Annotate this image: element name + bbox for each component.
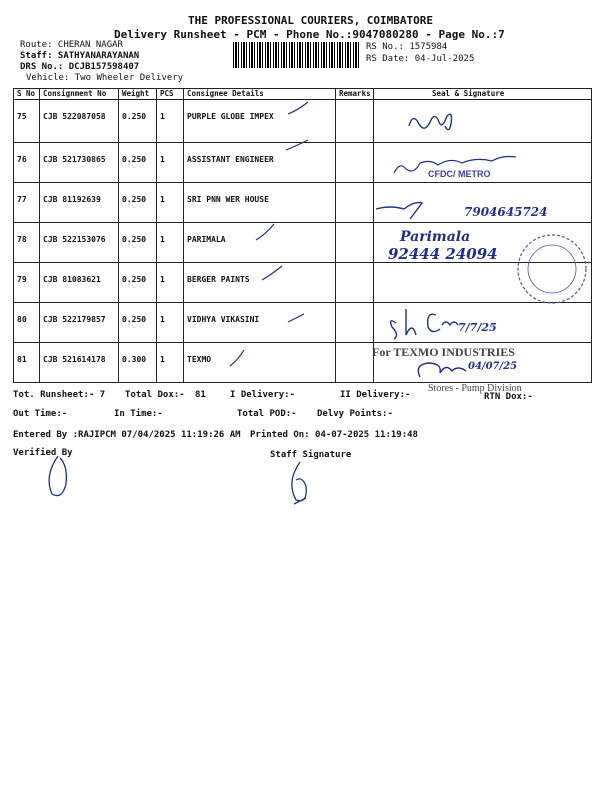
barcode (233, 42, 359, 68)
table-row (14, 343, 592, 383)
staff-handwritten-signature (280, 460, 320, 510)
col-header-weight: Weight (119, 89, 157, 100)
total-dox-value: 81 (195, 390, 206, 400)
cell-consignee: VIDHYA VIKASINI (184, 303, 336, 343)
verifier-signature (40, 452, 80, 502)
cell-remarks (336, 303, 374, 343)
cell-consignment: CJB 522179857 (40, 303, 119, 343)
tick-mark-icon (286, 310, 316, 332)
cell-pcs: 1 (157, 263, 184, 303)
table-row (14, 183, 592, 223)
entered-by: Entered By :RAJIPCM 07/04/2025 11:19:26 AM (13, 430, 241, 440)
out-time: Out Time:- (13, 409, 68, 419)
office-stamp: CFDC/ METRO (428, 169, 491, 179)
col-header-seal: Seal & Signature (374, 89, 592, 100)
total-pod: Total POD:- (237, 409, 297, 419)
cell-weight: 0.250 (119, 223, 157, 263)
staff-signature-label: Staff Signature (270, 450, 352, 460)
cell-consignee: PURPLE GLOBE IMPEX (184, 100, 336, 143)
cell-weight: 0.250 (119, 263, 157, 303)
cell-sno: 75 (14, 100, 40, 143)
cell-remarks (336, 343, 374, 383)
cell-pcs: 1 (157, 343, 184, 383)
cell-sno: 76 (14, 143, 40, 183)
ii-delivery: II Delivery:- (340, 390, 411, 400)
handwritten-name: Parimala (400, 229, 471, 245)
printed-on: Printed On: 04-07-2025 11:19:48 (250, 430, 418, 440)
vehicle-label: Vehicle: Two Wheeler Delivery (26, 73, 184, 83)
rs-number: RS No.: 1575984 (366, 42, 448, 52)
verified-by: Verified By (13, 448, 73, 458)
cell-remarks (336, 183, 374, 223)
cell-sno: 77 (14, 183, 40, 223)
cell-pcs: 1 (157, 143, 184, 183)
cell-consignment: CJB 81192639 (40, 183, 119, 223)
cell-weight: 0.250 (119, 143, 157, 183)
cell-weight: 0.300 (119, 343, 157, 383)
route-label: Route: CHERAN NAGAR (20, 40, 123, 50)
company-stamp: For TEXMO INDUSTRIES (372, 345, 515, 359)
rs-date: RS Date: 04-Jul-2025 (366, 54, 475, 64)
cell-pcs: 1 (157, 223, 184, 263)
tick-mark-icon (284, 138, 314, 158)
cell-pcs: 1 (157, 183, 184, 223)
handwritten-phone: 92444 24094 (388, 245, 498, 263)
cell-signature (374, 143, 592, 183)
col-header-consignee: Consignee Details (184, 89, 336, 100)
tick-mark-icon (284, 100, 314, 120)
total-runsheet: Tot. Runsheet:- 7 (13, 390, 106, 400)
cell-sno: 78 (14, 223, 40, 263)
cell-remarks (336, 143, 374, 183)
cell-signature (374, 100, 592, 143)
cell-pcs: 1 (157, 100, 184, 143)
handwritten-date: 04/07/25 (468, 361, 518, 372)
cell-sno: 80 (14, 303, 40, 343)
col-header-pcs: PCS (157, 89, 184, 100)
col-header-sno: S No (14, 89, 40, 100)
cell-weight: 0.250 (119, 183, 157, 223)
cell-consignment: CJB 81083621 (40, 263, 119, 303)
cell-consignee: BERGER PAINTS (184, 263, 336, 303)
cell-remarks (336, 223, 374, 263)
delivery-points: Delvy Points:- (317, 409, 393, 419)
handwritten-phone: 7904645724 (464, 205, 548, 219)
tick-mark-icon (260, 262, 290, 284)
cell-weight: 0.250 (119, 100, 157, 143)
cell-weight: 0.250 (119, 303, 157, 343)
cell-consignee: TEXMO (184, 343, 336, 383)
cell-consignee: ASSISTANT ENGINEER (184, 143, 336, 183)
runsheet-table (13, 88, 592, 383)
table-row (14, 223, 592, 263)
cell-remarks (336, 100, 374, 143)
company-title: THE PROFESSIONAL COURIERS, COIMBATORE (188, 14, 434, 27)
table-row (14, 263, 592, 303)
cell-consignee: SRI PNN WER HOUSE (184, 183, 336, 223)
cell-consignment: CJB 522153076 (40, 223, 119, 263)
col-header-consignment: Consignment No (40, 89, 119, 100)
tick-mark-icon (228, 348, 258, 370)
cell-remarks (336, 263, 374, 303)
cell-consignment: CJB 521730865 (40, 143, 119, 183)
table-header-row (14, 89, 592, 100)
cell-signature (374, 183, 592, 223)
handwritten-signature (374, 100, 592, 140)
division-stamp: Stores - Pump Division (428, 383, 522, 394)
cell-consignment: CJB 522087058 (40, 100, 119, 143)
rtn-dox: RTN Dox:- (484, 392, 533, 402)
runsheet-subtitle: Delivery Runsheet - PCM - Phone No.:9047080280 - Page No.:7 (114, 28, 505, 41)
cell-signature (374, 223, 592, 263)
handwritten-date: 7/7/25 (458, 321, 497, 334)
cell-signature (374, 263, 592, 303)
cell-consignee: PARIMALA (184, 223, 336, 263)
cell-sno: 81 (14, 343, 40, 383)
tick-mark-icon (254, 222, 284, 244)
cell-sno: 79 (14, 263, 40, 303)
total-dox-label: Total Dox:- (125, 390, 185, 400)
drs-label: DRS No.: DCJB157598407 (20, 62, 140, 72)
cell-consignment: CJB 521614178 (40, 343, 119, 383)
col-header-remarks: Remarks (336, 89, 374, 100)
in-time: In Time:- (114, 409, 163, 419)
cell-pcs: 1 (157, 303, 184, 343)
i-delivery: I Delivery:- (230, 390, 296, 400)
cell-signature (374, 303, 592, 343)
cell-signature (374, 343, 592, 383)
staff-label: Staff: SATHYANARAYANAN (20, 51, 140, 61)
